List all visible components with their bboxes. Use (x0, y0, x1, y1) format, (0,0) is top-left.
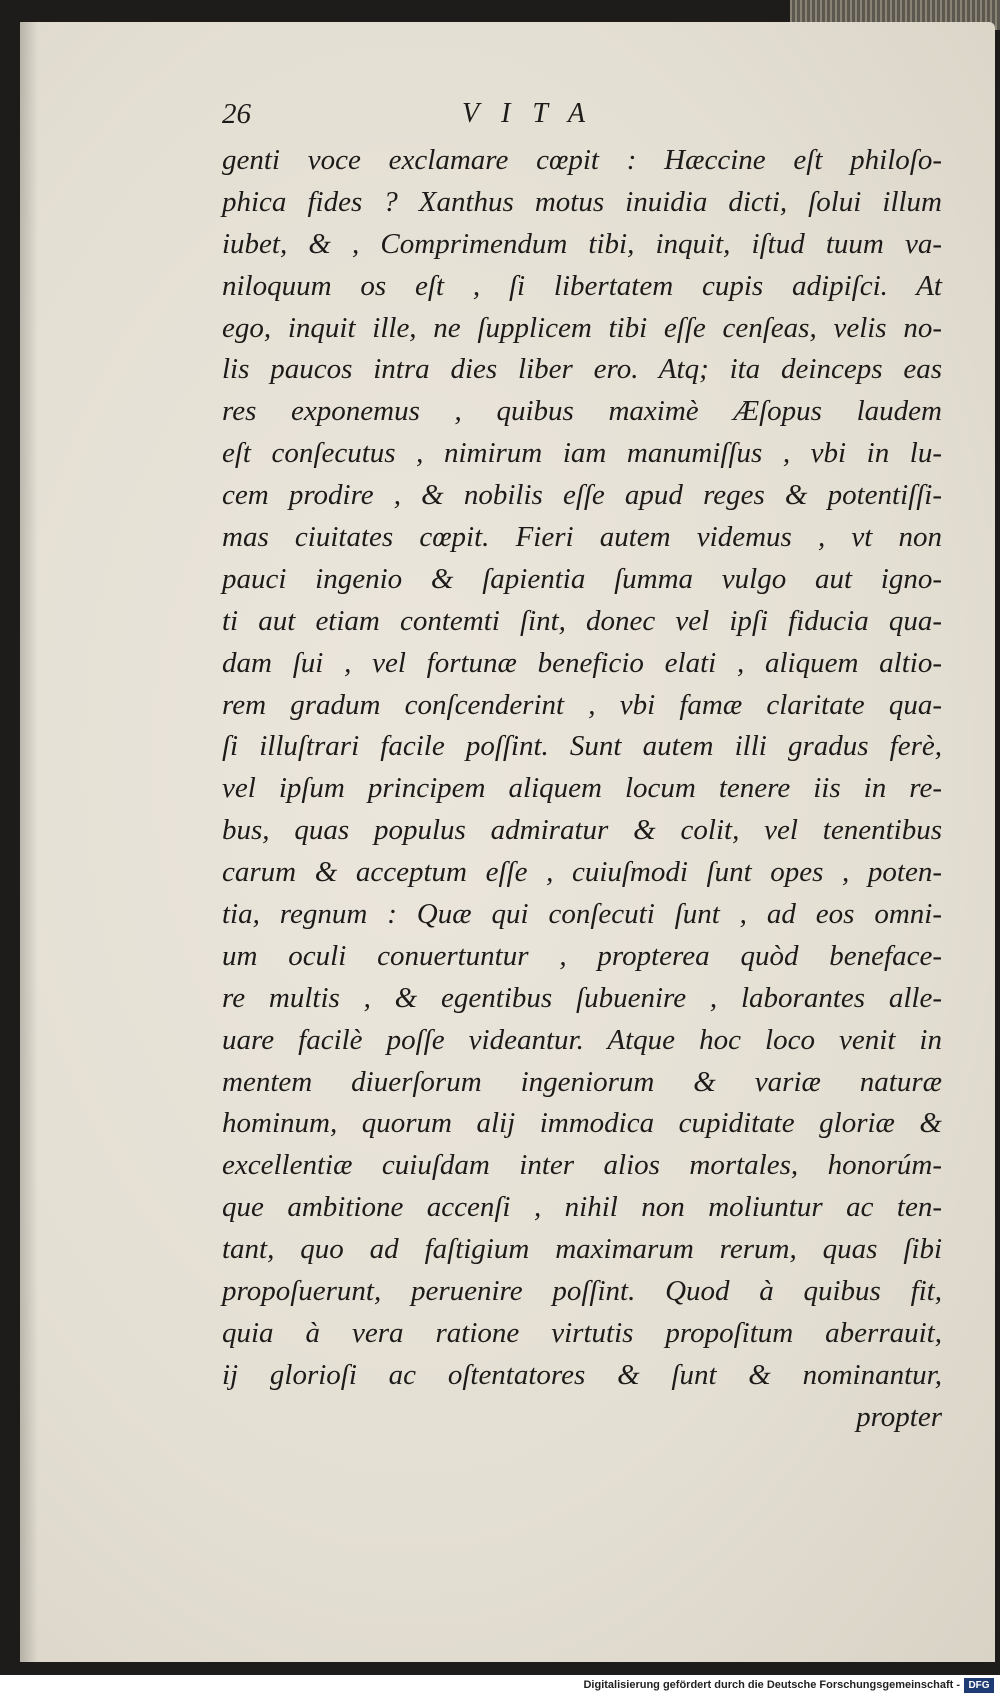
catchword: propter (856, 1400, 942, 1433)
text-line: res exponemus , quibus maximè Æſopus laudem (222, 395, 942, 428)
body-text (222, 140, 942, 1439)
dfg-logo: DFG (964, 1678, 994, 1693)
text-line: pauci ingenio & ſapientia ſumma vulgo aut igno- (222, 562, 942, 595)
digitization-footer (0, 1675, 1000, 1697)
page-number: 26 (222, 98, 251, 130)
text-line: ego, inquit ille, ne ſupplicem tibi eſſe cenſeas, velis no- (222, 311, 942, 344)
text-line: carum & acceptum eſſe , cuiuſmodi ſunt opes , poten- (222, 856, 942, 889)
text-line: re multis , & egentibus ſubuenire , laborantes alle- (222, 981, 942, 1014)
text-line: tant, quo ad faſtigium maximarum rerum, quas ſibi (222, 1233, 942, 1266)
text-line: eſt conſecutus , nimirum iam manumiſſus , vbi in lu- (222, 437, 942, 470)
text-line: dam ſui , vel fortunæ beneficio elati , aliquem altio- (222, 646, 942, 679)
text-line: genti voce exclamare cœpit : Hæccine eſt philoſo- (222, 144, 942, 176)
text-line: um oculi conuertuntur , propterea quòd beneface- (222, 939, 942, 972)
text-line: mentem diuerſorum ingeniorum & variæ naturæ (222, 1065, 942, 1098)
text-line: lis paucos intra dies liber ero. Atq; ita deinceps eas (222, 353, 942, 386)
text-line: vel ipſum principem aliquem locum tenere iis in re- (222, 772, 942, 805)
running-head: VITA (462, 98, 608, 129)
text-line: propoſuerunt, peruenire poſſint. Quod à quibus fit, (222, 1275, 942, 1308)
text-line: ſi illuſtrari facile poſſint. Sunt autem illi gradus ferè, (222, 730, 942, 763)
text-line: cem prodire , & nobilis eſſe apud reges & potentiſſi- (222, 479, 942, 512)
text-line: bus, quas populus admiratur & colit, vel tenentibus (222, 814, 942, 847)
text-line: mas ciuitates cœpit. Fieri autem videmus , vt non (222, 521, 942, 554)
text-line: niloquum os eſt , ſi libertatem cupis adipiſci. At (222, 269, 942, 302)
text-line: excellentiæ cuiuſdam inter alios mortales, honorúm- (222, 1149, 942, 1182)
page-header (222, 98, 942, 138)
text-line: uare facilè poſſe videantur. Atque hoc loco venit in (222, 1023, 942, 1056)
text-line: iubet, & , Comprimendum tibi, inquit, iſtud tuum va- (222, 227, 942, 260)
text-line: hominum, quorum alij immodica cupiditate gloriæ & (222, 1107, 942, 1140)
funding-credit: Digitalisierung gefördert durch die Deutsche Forschungsgemeinschaft - (583, 1679, 960, 1691)
text-line: ti aut etiam contemti ſint, donec vel ipſi fiducia qua- (222, 604, 942, 637)
text-line: quia à vera ratione virtutis propoſitum aberrauit, (222, 1316, 942, 1349)
text-line: que ambitione accenſi , nihil non moliuntur ac ten- (222, 1191, 942, 1224)
text-line: phica fides ? Xanthus motus inuidia dicti, ſolui illum (222, 185, 942, 218)
text-line: rem gradum conſcenderint , vbi famæ claritate qua- (222, 688, 942, 721)
text-line: ij glorioſi ac oſtentatores & ſunt & nominantur, (222, 1358, 942, 1391)
gutter-shadow (20, 22, 38, 1662)
text-line: tia, regnum : Quæ qui conſecuti ſunt , ad eos omni- (222, 898, 942, 931)
